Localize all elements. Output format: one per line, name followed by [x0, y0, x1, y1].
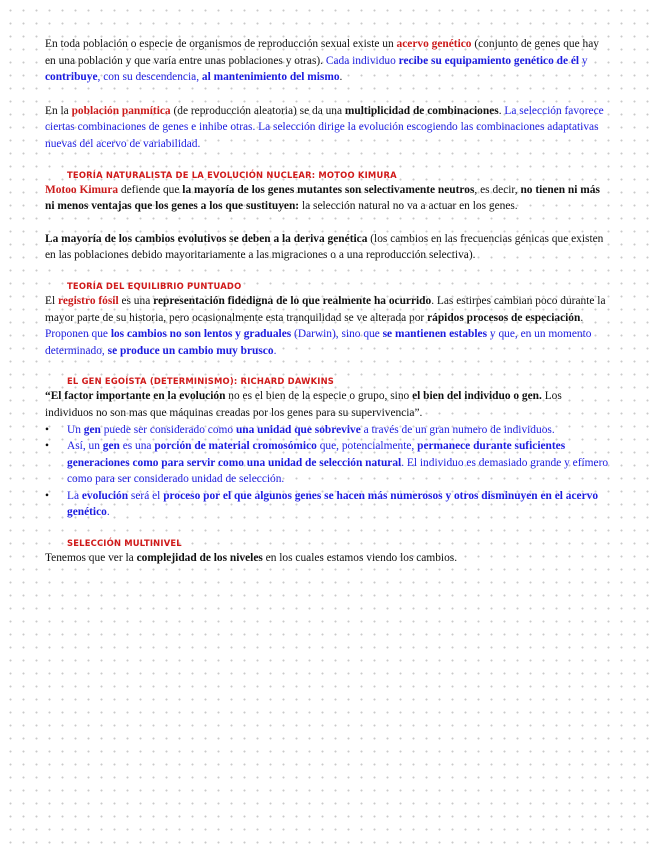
- paragraph-poblacion-panmitica: [45, 103, 611, 153]
- text: Un: [67, 423, 84, 436]
- paragraph-acervo-genetico: [45, 36, 611, 86]
- emphasis: rápidos procesos de especiación: [427, 311, 581, 324]
- emphasis: multiplicidad de combinaciones: [344, 104, 499, 117]
- emphasis: proceso por el que algunos genes se hacen más numerosos y otros disminuyen en el acervo genético: [67, 489, 599, 519]
- text: .: [273, 344, 277, 357]
- emphasis: complejidad de los niveles: [136, 552, 263, 565]
- emphasis: permanece durante suficientes generaciones como para servir como una unidad de selección natural: [67, 440, 566, 469]
- paragraph-deriva-genetica: [45, 231, 611, 264]
- text: defiende que: [118, 183, 183, 196]
- text: Tenemos que ver la: [45, 552, 137, 565]
- text: La selección favorece ciertas combinaciones de genes e inhibe otras. La selección dirige la evolución escogiendo las combinaciones adaptativas nuevas del acervo de variabilidad.: [45, 104, 604, 150]
- spacer: [45, 215, 611, 231]
- bullet-icon: •: [45, 440, 49, 453]
- emphasis: el bien del individuo o gen.: [412, 390, 542, 403]
- list-item: [45, 438, 611, 488]
- emphasis: la mayoría de los genes mutantes son selectivamente neutros: [182, 183, 475, 196]
- text: (de reproducción aleatoria) se da una: [170, 104, 345, 117]
- emphasis: una unidad que sobrevive: [235, 423, 361, 436]
- list-item: [45, 422, 611, 439]
- term-acervo-genetico: acervo genético: [396, 38, 472, 50]
- text: , con su descendencia,: [97, 71, 202, 84]
- bullet-icon: •: [45, 489, 49, 502]
- text: Proponen que: [45, 328, 111, 341]
- text: será el: [128, 489, 164, 502]
- text: La: [67, 489, 82, 502]
- text: , es decir,: [474, 183, 521, 196]
- list-item: [45, 488, 611, 521]
- text: .: [339, 71, 343, 84]
- document-page: [45, 36, 611, 567]
- text: . El individuo es demasiado grande y efímero como para ser considerado unidad de selección.: [67, 456, 609, 486]
- section-heading-seleccion-multinivel: SELECCIÓN MULTINIVEL: [67, 538, 182, 549]
- text: es una: [118, 294, 154, 307]
- emphasis: contribuye: [45, 71, 98, 84]
- text: y que, en un momento determinado,: [45, 328, 592, 357]
- text: (conjunto de genes que hay en una población y que varía entre unas poblaciones y otras).: [45, 38, 599, 67]
- text: y: [579, 54, 588, 67]
- section-heading-kimura: TEORÍA NATURALISTA DE LA EVOLUCIÓN NUCLEAR: MOTOO KIMURA: [67, 169, 397, 180]
- emphasis: los cambios no son lentos y graduales: [110, 328, 292, 341]
- text: puede ser considerado como: [100, 423, 236, 436]
- term-poblacion-panmitica: población panmítica: [71, 104, 171, 117]
- text: .: [580, 311, 584, 324]
- emphasis: se mantienen estables: [382, 328, 488, 341]
- emphasis: gen: [102, 440, 120, 453]
- text: Los individuos no son mas que máquinas creadas por los genes para su supervivencia”.: [45, 390, 562, 419]
- text: que, potencialmente,: [316, 440, 418, 453]
- paragraph-registro-fosil: [45, 293, 611, 326]
- section-heading-gen-egoista: EL GEN EGOÍSTA (DETERMINISMO): RICHARD DAWKINS: [67, 376, 335, 387]
- paragraph-cambios-bruscos: [45, 326, 611, 359]
- emphasis: representación fidedigna de lo que realmente ha ocurrido: [153, 294, 432, 307]
- text: (los cambios en las frecuencias génicas que existen en las poblaciones debido mayoritariamente a las migraciones o a una reproducción selectiva).: [45, 232, 604, 262]
- text: En toda población o especie de organismos de reproducción sexual existe un: [45, 38, 397, 50]
- text: Así, un: [67, 440, 103, 453]
- paragraph-kimura: [45, 182, 611, 215]
- emphasis: La mayoría de los cambios evolutivos se deben a la deriva genética: [45, 232, 368, 245]
- text: El: [45, 294, 58, 307]
- emphasis: se produce un cambio muy brusco: [107, 344, 274, 357]
- text: a través de un gran numero de individuos.: [360, 423, 555, 436]
- text: . Las estirpes cambian poco durante la mayor parte de su historia, pero ocasionalmente esta tranquilidad se ve alterada por: [45, 294, 606, 324]
- text: Cada individuo: [325, 54, 399, 67]
- text: en los cuales estamos viendo los cambios.: [262, 552, 458, 565]
- text: es una: [119, 440, 155, 453]
- emphasis: al mantenimiento del mismo: [201, 71, 340, 84]
- emphasis: “El factor importante en la evolución: [45, 390, 226, 403]
- text: la selección natural no va a actuar en los genes.: [299, 200, 518, 213]
- text: .: [106, 506, 110, 519]
- emphasis: evolución: [81, 489, 129, 502]
- paragraph-multinivel: [45, 550, 611, 567]
- text: En la: [45, 104, 72, 117]
- emphasis: porción de material cromosómico: [154, 440, 317, 453]
- paragraph-dawkins-quote: [45, 388, 611, 421]
- emphasis: gen: [83, 423, 101, 436]
- text: .: [498, 104, 505, 117]
- bullet-list: [45, 422, 611, 522]
- section-heading-equilibrio-puntuado: TEORÍA DEL EQUILIBRIO PUNTUADO: [67, 280, 242, 291]
- emphasis: no tienen ni más ni menos ventajas que los genes a los que sustituyen:: [45, 183, 600, 213]
- term-registro-fosil: registro fósil: [57, 294, 119, 307]
- text: no es el bien de la especie o grupo, sino: [225, 390, 413, 403]
- term-motoo-kimura: Motoo Kimura: [45, 183, 119, 196]
- text: (Darwin), sino que: [291, 328, 383, 341]
- emphasis: recibe su equipamiento genético de él: [398, 54, 580, 67]
- bullet-icon: •: [45, 423, 49, 436]
